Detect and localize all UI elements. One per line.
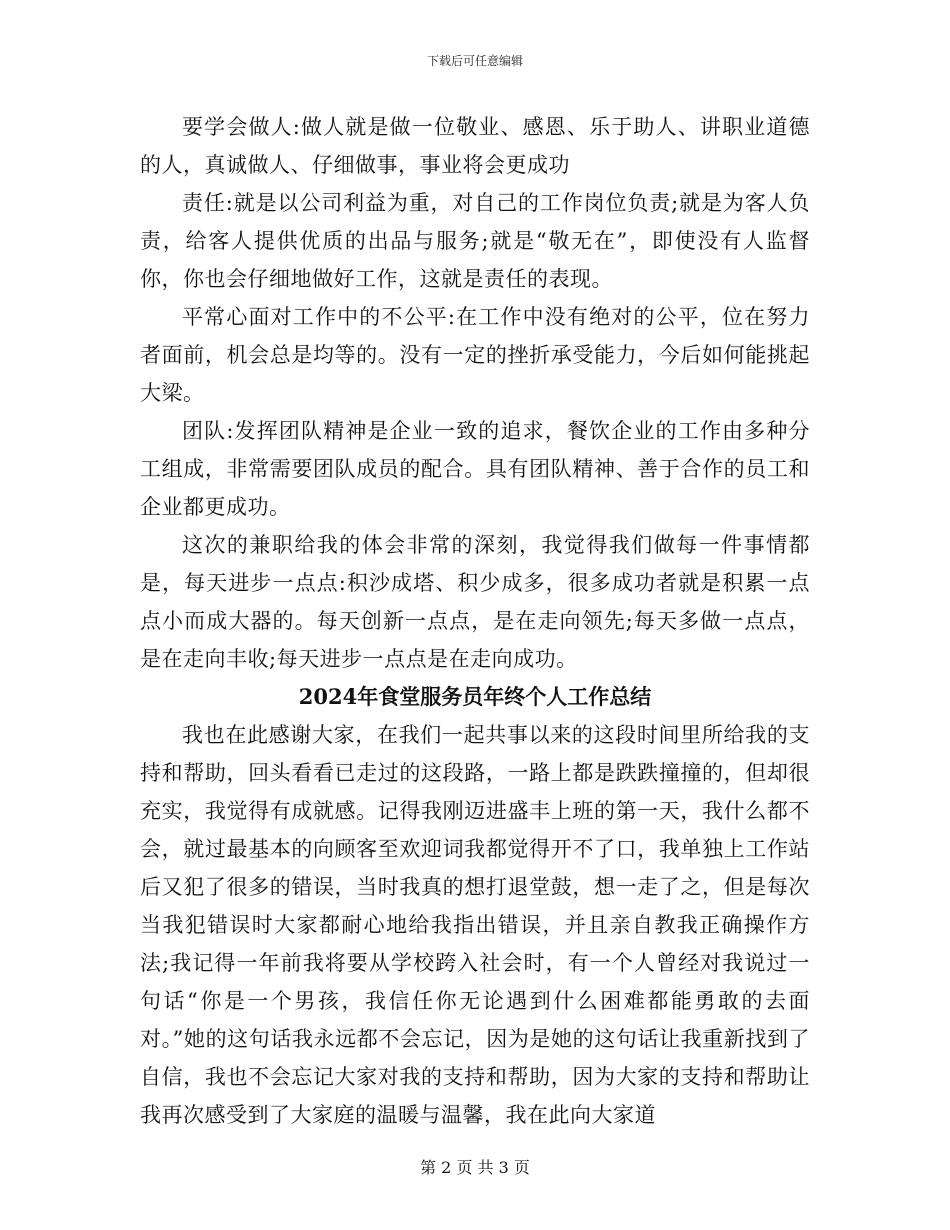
paragraph-be-a-person: 要学会做人:做人就是做一位敬业、感恩、乐于助人、讲职业道德的人，真诚做人、仔细做事，事业将会更成功 — [140, 115, 810, 177]
paragraph-responsibility: 责任:就是以公司利益为重，对自己的工作岗位负责;就是为客人负责，给客人提供优质的出品与服务;就是“敬无在”，即使没有人监督你，你也会仔细地做好工作，这就是责任的表现。 — [140, 191, 810, 291]
paragraph-gratitude: 我也在此感谢大家，在我们一起共事以来的这段时间里所给我的支持和帮助，回头看看已走过的这段路，一路上都是跌跌撞撞的，但却很充实，我觉得有成就感。记得我刚迈进盛丰上班的第一天，我什么都不会，就过最基本的向顾客至欢迎词我都觉得开不了口，我单独上工作站后又犯了很多的错误，当时我真的想打退堂鼓，想一走了之，但是每次当我犯错误时大家都耐心地给我指出错误，并且亲自教我正确操作方法;我记得一年前我将要从学校跨入社会时，有一个人曾经对我说过一句话“你是一个男孩，我信任你无论遇到什么困难都能勇敢的去面对。”她的这句话我永远都不会忘记，因为是她的这句话让我重新找到了自信，我也不会忘记大家对我的支持和帮助，因为大家的支持和帮助让我再次感受到了大家庭的温暖与温馨，我在此向大家道 — [140, 723, 810, 1127]
page-number: 第 2 页 共 3 页 — [420, 1158, 530, 1177]
paragraph-teamwork: 团队:发挥团队精神是企业一致的追求，餐饮企业的工作由多种分工组成，非常需要团队成员的配合。具有团队精神、善于合作的员工和企业都更成功。 — [140, 419, 810, 519]
paragraph-reflection: 这次的兼职给我的体会非常的深刻，我觉得我们做每一件事情都是，每天进步一点点:积沙成塔、积少成多，很多成功者就是积累一点点小而成大器的。每天创新一点点，是在走向领先;每天多做一点点，是在走向丰收;每天进步一点点是在走向成功。 — [140, 533, 810, 671]
section-title: 2024年食堂服务员年终个人工作总结 — [298, 684, 652, 709]
paragraph-fairness: 平常心面对工作中的不公平:在工作中没有绝对的公平，位在努力者面前，机会总是均等的。没有一定的挫折承受能力，今后如何能挑起大梁。 — [140, 305, 810, 405]
page-header: 下载后可任意编辑 — [426, 54, 523, 68]
document-body — [140, 108, 810, 1134]
